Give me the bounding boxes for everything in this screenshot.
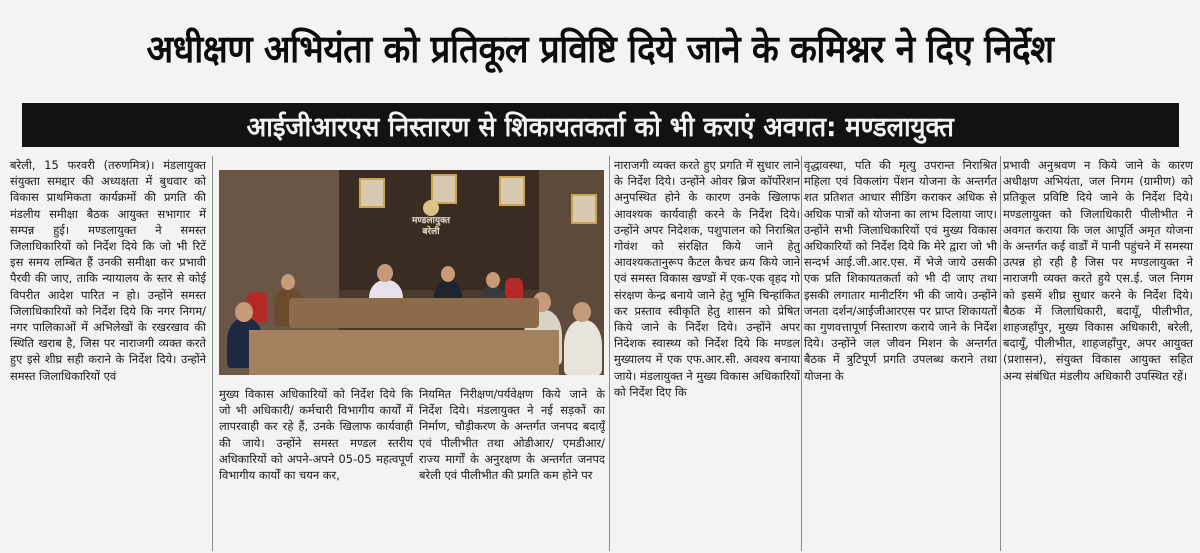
article-column-2 bbox=[219, 386, 413, 551]
meeting-photo bbox=[219, 170, 604, 375]
article-column-5 bbox=[804, 157, 997, 551]
article-column-4 bbox=[614, 157, 800, 551]
conference-table bbox=[249, 330, 559, 375]
person-head bbox=[486, 272, 500, 288]
article-column-6 bbox=[1003, 157, 1193, 551]
headline: अधीक्षण अभियंता को प्रतिकूल प्रविष्टि दिये जाने के कमिश्नर ने दिए निर्देश bbox=[146, 27, 1054, 71]
subheadline: आईजीआरएस निस्तारण से शिकायतकर्ता को भी कराएं अवगत: मण्डलायुक्त bbox=[246, 111, 955, 143]
board-text-line-1: मण्डलायुक्त bbox=[411, 216, 451, 226]
column-rule bbox=[609, 156, 610, 551]
person bbox=[564, 320, 602, 375]
name-board bbox=[401, 198, 461, 248]
column-text: वृद्धावस्था, पति की मृत्यु उपरान्त निराश्रित महिला एवं विकलांग पेंशन योजना के अन्तर्गत शत प्रतिशत आधार सीडिंग कराकर अधिक से अधिक पात्रों को योजना का लाभ दिलाया जाए। उन्होंने सभी जिलाधिकारियों एवं मुख्य विकास अधिकारियों को निर्देश दिये कि मेरे द्वारा जो भी सन्दर्भ आई.जी.आर.एस. में भेजे जाये उसकी एक प्रति शिकायतकर्ता को भी दी जाए तथा इसकी लगातार मानीटरिंग भी की जाये। उन्होंने जनता दर्शन/आईजीआरएस पर प्राप्त शिकायतों का गुणवत्तापूर्ण निस्तारण कराये जाने के निर्देश दिये। उन्होंने जल जीवन मिशन के अन्तर्गत बैठक में त्रुटिपूर्ण प्रगति उपलब्ध कराने तथा योजना के bbox=[804, 158, 997, 383]
column-rule bbox=[801, 156, 802, 551]
headline-area bbox=[0, 0, 1200, 96]
conference-table bbox=[289, 298, 539, 328]
board-text bbox=[401, 216, 461, 238]
column-text: नाराजगी व्यक्त करते हुए प्रगति में सुधार लाने के निर्देश दिये। उन्होंने ओवर ब्रिज कॉर्पोरेशन अनुपस्थित होने के कारण उनके खिलाफ आवश्यक कार्यवाही करने के निर्देश दिये। उन्होंने अपर निदेशक, पशुपालन को निराश्रित गोवंश को संरक्षित किये जाने हेतु आवश्यकतानुरूप कैटल कैचर क्रय किये जाने एवं समस्त विकास खण्डों में एक-एक वृहद गो संरक्षण केन्द्र बनाये जाने हेतु भूमि चिन्हांकित कर प्रस्ताव स्वीकृति हेतु शासन को प्रेषित किये जाने के निर्देश दिये। उन्होंने अपर निदेशक स्वास्थ्य को निर्देश दिये कि मण्डल मुख्यालय में एक एफ.आर.सी. अवश्य बनाया जाये। मंडलायुक्त ने मुख्य विकास अधिकारियों को निर्देश दिए कि bbox=[614, 158, 800, 399]
board-text-line-2: बरेली bbox=[422, 227, 440, 237]
portrait bbox=[359, 178, 385, 208]
column-text: नियमित निरीक्षण/पर्यवेक्षण किये जाने के निर्देश दिये। मंडलायुक्त ने नई सड़कों का निर्माण, चौड़ीकरण के अन्तर्गत जनपद बदायूँ एवं पीलीभीत तथा ओडीआर/ एमडीआर/ राज्य मार्गों के अनुरक्षण के अन्तर्गत जनपद बरेली एवं पीलीभीत की प्रगति कम होने पर bbox=[419, 387, 605, 483]
subheadline-bar bbox=[22, 103, 1179, 147]
person-head bbox=[377, 264, 393, 282]
column-rule bbox=[212, 156, 213, 551]
portrait bbox=[571, 194, 597, 224]
person-head bbox=[573, 302, 591, 322]
portrait bbox=[499, 176, 525, 206]
column-text: मुख्य विकास अधिकारियों को निर्देश दिये कि जो भी अधिकारी/ कर्मचारी विभागीय कार्यों में लापरवाही कर रहे हैं, उनके खिलाफ कार्यवाही की जाये। उन्होंने समस्त मण्डल स्तरीय अधिकारियों को अपने-अपने 05-05 महत्वपूर्ण विभागीय कार्यों का चयन कर, bbox=[219, 387, 413, 483]
emblem-icon bbox=[423, 200, 439, 216]
person-head bbox=[441, 266, 455, 282]
column-text: बरेली, 15 फरवरी (तरुणमित्र)। मंडलायुक्त संयुक्ता समद्दार की अध्यक्षता में बुधवार को विकास प्राथमिकता कार्यक्रमों की प्रगति की मंडलीय समीक्षा बैठक आयुक्त सभागार में सम्पन्न हुई। मण्डलायुक्त ने समस्त जिलाधिकारियों को निर्देश दिये कि जो भी रिटें इस समय लम्बित हैं उनकी समीक्षा कर प्रभावी पैरवी की जाए, ताकि न्यायालय के स्तर से कोई विपरीत आदेश पारित न हो। उन्होंने समस्त जिलाधिकारियों को निर्देश दिये कि नगर निगम/नगर पालिकाओं में अभिलेखों के रखरखाव की स्थिति खराब है, जिस पर नाराजगी व्यक्त करते हुए इसे शीघ्र सही कराने के निर्देश दिये। उन्होंने समस्त जिलाधिकारियों एवं bbox=[10, 158, 206, 383]
person-head bbox=[235, 302, 253, 322]
person-head bbox=[281, 274, 295, 290]
column-rule bbox=[1000, 156, 1001, 551]
article-column-1 bbox=[10, 157, 206, 551]
column-text: प्रभावी अनुश्रवण न किये जाने के कारण अधीक्षण अभियंता, जल निगम (ग्रामीण) को प्रतिकूल प्रविष्टि दिये जाने के निर्देश दिये। मण्डलायुक्त को जिलाधिकारी पीलीभीत ने अवगत कराया कि जल आपूर्ति अमृत योजना के अन्तर्गत कई वार्डों में पानी पहुंचने में समस्या उत्पन्न हो रही है जिस पर मण्डलायुक्त ने नाराजगी व्यक्त करते हुये एस.ई. जल निगम को इसमें शीघ्र सुधार करने के निर्देश दिये। बैठक में जिलाधिकारी, बदायूँ, पीलीभीत, शाहजहाँपुर, मुख्य विकास अधिकारी, बरेली, बदायूँ, पीलीभीत, शाहजहाँपुर, अपर आयुक्त (प्रशासन), संयुक्त विकास आयुक्त सहित अन्य संबंधित मंडलीय अधिकारी उपस्थित रहें। bbox=[1003, 158, 1193, 383]
article-column-3 bbox=[419, 386, 605, 551]
